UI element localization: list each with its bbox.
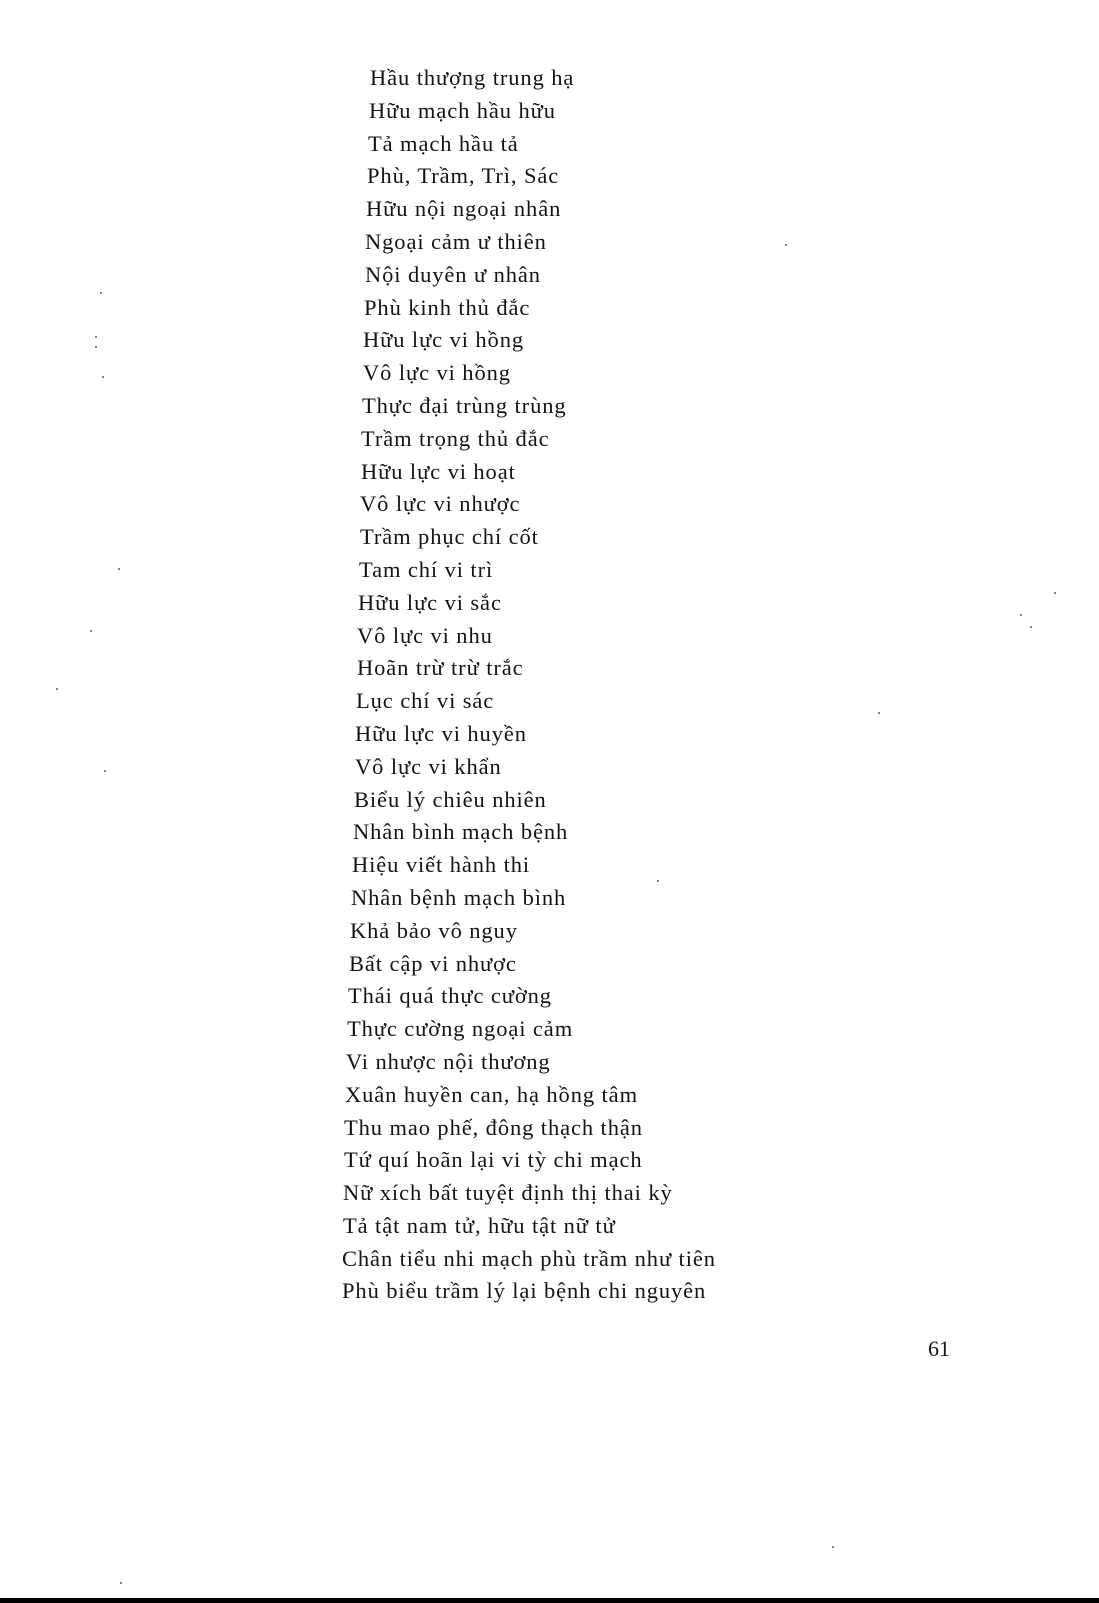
poem-line: Tả tật nam tử, hữu tật nữ tử [343,1212,616,1238]
scan-speck [120,1582,122,1584]
scan-speck [832,1546,834,1548]
scan-speck [95,336,97,338]
poem-line: Nhân bệnh mạch bình [351,884,567,910]
poem-line: Hữu lực vi sắc [358,589,502,615]
poem-line: Hầu thượng trung hạ [370,65,575,90]
poem-line: Tam chí vi trì [359,556,494,582]
scan-speck [102,376,104,378]
poem-line: Hoãn trừ trừ trắc [357,655,524,681]
poem-line: Trầm trọng thủ đắc [361,425,550,451]
poem-text [342,62,716,1308]
poem-line: Nữ xích bất tuyệt định thị thai kỳ [343,1180,673,1206]
page-number: 61 [928,1336,950,1361]
poem-line: Vô lực vi hồng [363,360,511,386]
poem-line: Vô lực vi nhu [357,622,493,648]
scan-speck [56,688,58,690]
poem-line: Bất cập vi nhược [349,950,517,976]
poem-line: Trầm phục chí cốt [360,524,539,550]
poem-line: Tứ quí hoãn lại vi tỳ chi mạch [344,1147,643,1173]
poem-line: Biểu lý chiêu nhiên [354,786,547,812]
scan-speck [785,244,787,246]
scan-edge [0,1598,1099,1603]
poem-line: Thực đại trùng trùng [362,392,567,418]
poem-line: Hữu nội ngoại nhân [366,196,562,222]
poem-line: Phù biểu trầm lý lại bệnh chi nguyên [342,1278,707,1304]
poem-line: Hữu lực vi hoạt [361,458,516,484]
scan-speck [95,346,97,348]
poem-line: Hiệu viết hành thi [352,852,531,878]
poem-line: Tả mạch hầu tả [368,130,519,156]
poem-line: Lục chí vi sác [356,688,495,714]
poem-line: Phù kinh thủ đắc [364,294,531,320]
poem-line: Hữu lực vi huyền [355,720,527,746]
scan-speck [90,630,92,632]
poem-line: Thu mao phế, đông thạch thận [344,1114,643,1140]
scan-speck [1054,592,1056,594]
poem-line: Thái quá thực cường [348,983,552,1009]
poem-line: Hữu mạch hầu hữu [369,97,556,123]
poem-line: Xuân huyền can, hạ hồng tâm [345,1081,638,1107]
poem-line: Phù, Trầm, Trì, Sác [367,163,560,189]
scan-speck [1020,614,1022,616]
poem-line: Hữu lực vi hồng [363,327,525,353]
poem-line: Chân tiểu nhi mạch phù trầm như tiên [342,1245,716,1271]
poem-line: Ngoại cảm ư thiên [365,228,547,254]
poem-line: Vi nhược nội thương [346,1048,551,1074]
scan-speck [657,880,659,882]
scan-speck [100,292,102,294]
poem-line: Vô lực vi nhược [360,491,521,517]
scan-speck [1030,626,1032,628]
poem-line: Vô lực vi khẩn [355,753,502,779]
poem-line: Khả bảo vô nguy [350,917,518,943]
poem-line: Thực cường ngoại cảm [347,1016,574,1042]
scan-speck [104,770,106,772]
poem-line: Nhân bình mạch bệnh [353,819,569,845]
scan-speck [118,568,120,570]
scan-speck [878,712,880,714]
poem-line: Nội duyên ư nhân [365,261,541,287]
